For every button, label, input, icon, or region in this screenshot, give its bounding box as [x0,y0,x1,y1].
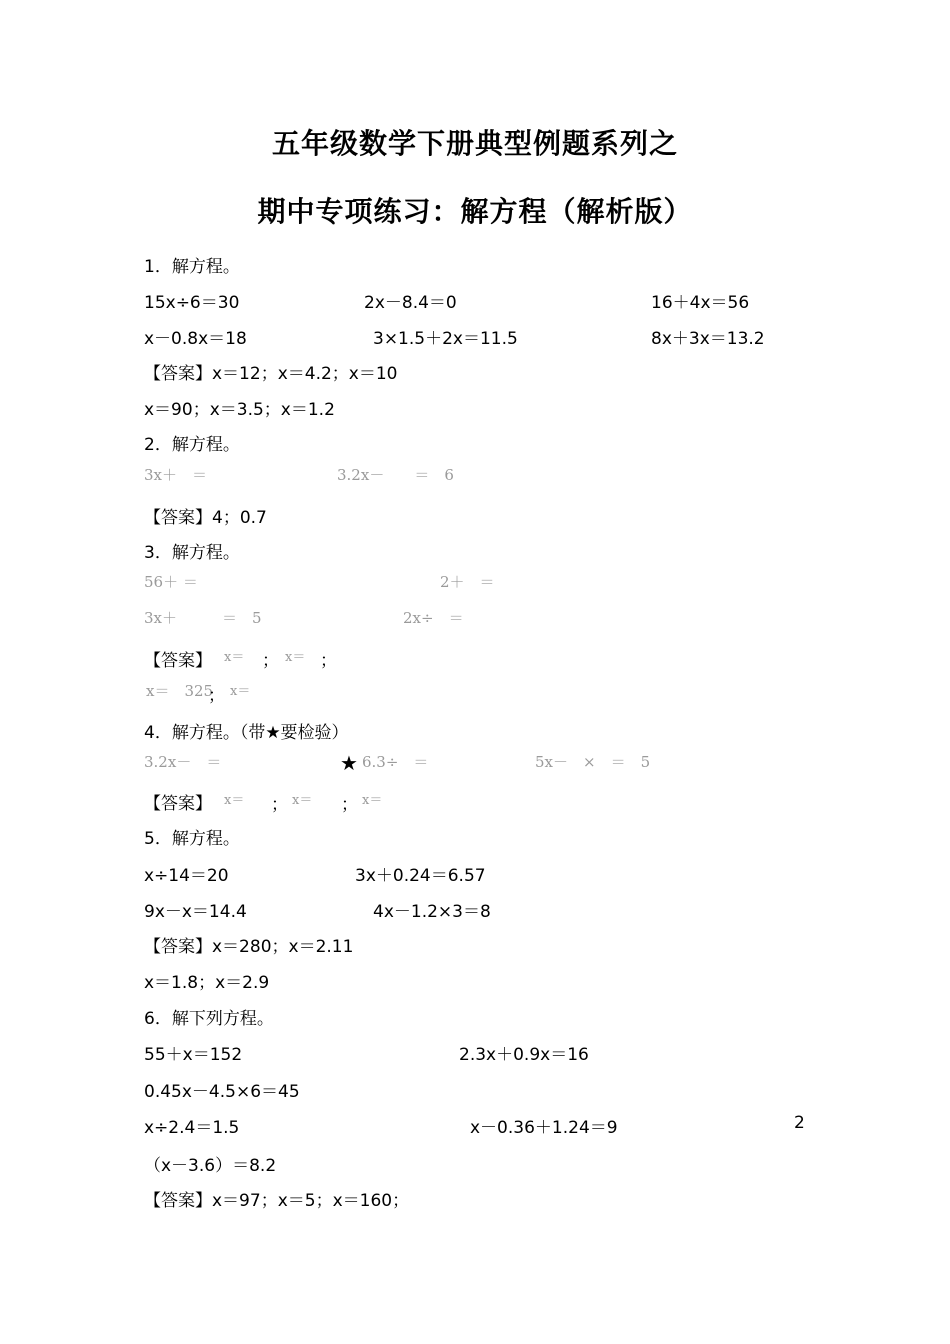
q1-equation-6: 8x＋3x＝13.2 [651,329,765,349]
q6-answer [144,1186,409,1211]
q4-answer [144,789,212,814]
q6-equation-3: 0.45x－4.5×6＝45 [144,1082,300,1102]
q1-answer [144,359,397,384]
q2-equation-1: 3x＋ ＝ [144,466,208,484]
q4-heading: 4．解方程。（带★要检验） [144,723,349,743]
answer-label: 【答案】 [144,508,212,528]
q2-equation-2: 3.2x－ ＝ 6 [337,466,454,484]
q1-answer-values-1: x＝12；x＝4.2；x＝10 [212,364,398,384]
q6-equation-6: （x－3.6）＝8.2 [144,1156,277,1176]
q3-answer-d: x＝ [230,684,251,699]
q1-equation-5: 3×1.5＋2x＝11.5 [373,329,518,349]
answer-label: 【答案】 [144,364,212,384]
answer-label: 【答案】 [144,794,212,814]
q6-heading: 6．解下列方程。 [144,1009,274,1029]
star-icon: ★ [340,751,358,775]
q1-answer-values-2: x＝90；x＝3.5；x＝1.2 [144,400,335,420]
q4-answer-2: x＝ [292,793,313,808]
q6-equation-4: x÷2.4＝1.5 [144,1118,240,1138]
q3-answer-c: x＝ 325 [146,682,214,700]
q1-equation-3: 16＋4x＝56 [651,293,750,313]
q5-equation-1: x÷14＝20 [144,866,229,886]
q3-equation-2: 2＋ ＝ [440,573,495,591]
q3-answer-a: x＝ [224,650,245,665]
q2-answer-values: 4；0.7 [212,508,267,528]
q3-equation-4: 2x÷ ＝ [403,609,464,627]
answer-label: 【答案】 [144,937,212,957]
q3-separator-1: ； [262,651,279,671]
answer-label: 【答案】 [144,651,212,671]
q5-answer-values-1: x＝280；x＝2.11 [212,937,354,957]
q3-heading: 3．解方程。 [144,543,240,563]
q3-equation-1: 56＋ ＝ [144,573,198,591]
q3-equation-3: 3x＋ ＝ 5 [144,609,262,627]
q6-equation-5: x－0.36＋1.24＝9 [470,1118,618,1138]
q4-answer-3: x＝ [362,793,383,808]
q5-answer [144,932,353,957]
q4-separator-2: ； [341,795,358,815]
q3-separator-2: ； [320,651,337,671]
q6-equation-1: 55＋x＝152 [144,1045,243,1065]
q2-heading: 2．解方程。 [144,435,240,455]
q3-answer [144,646,212,671]
q3-separator-3: ； [208,686,225,706]
q1-equation-4: x－0.8x＝18 [144,329,247,349]
q1-equation-1: 15x÷6＝30 [144,293,240,313]
q6-equation-2: 2.3x＋0.9x＝16 [459,1045,589,1065]
q4-answer-1: x＝ [224,793,245,808]
q5-equation-4: 4x－1.2×3＝8 [373,902,491,922]
q4-equation-1: 3.2x－ ＝ [144,753,222,771]
q5-equation-3: 9x－x＝14.4 [144,902,247,922]
q1-heading: 1．解方程。 [144,257,240,277]
document-title-line1: 五年级数学下册典型例题系列之 [271,127,678,160]
q6-equation-6-coefficient: 2 [794,1113,805,1133]
q3-answer-b: x＝ [285,650,306,665]
q6-answer-values-1: x＝97；x＝5；x＝160； [212,1191,410,1211]
q2-answer [144,503,267,528]
q1-equation-2: 2x－8.4＝0 [364,293,457,313]
q4-equation-3: 5x－ × ＝ 5 [535,753,651,771]
q5-heading: 5．解方程。 [144,829,240,849]
q5-answer-values-2: x＝1.8；x＝2.9 [144,973,270,993]
q4-equation-2: 6.3÷ ＝ [362,753,429,771]
q5-equation-2: 3x＋0.24＝6.57 [355,866,486,886]
q4-separator-1: ； [271,795,288,815]
document-title-line2: 期中专项练习：解方程（解析版） [257,195,693,228]
answer-label: 【答案】 [144,1191,212,1211]
